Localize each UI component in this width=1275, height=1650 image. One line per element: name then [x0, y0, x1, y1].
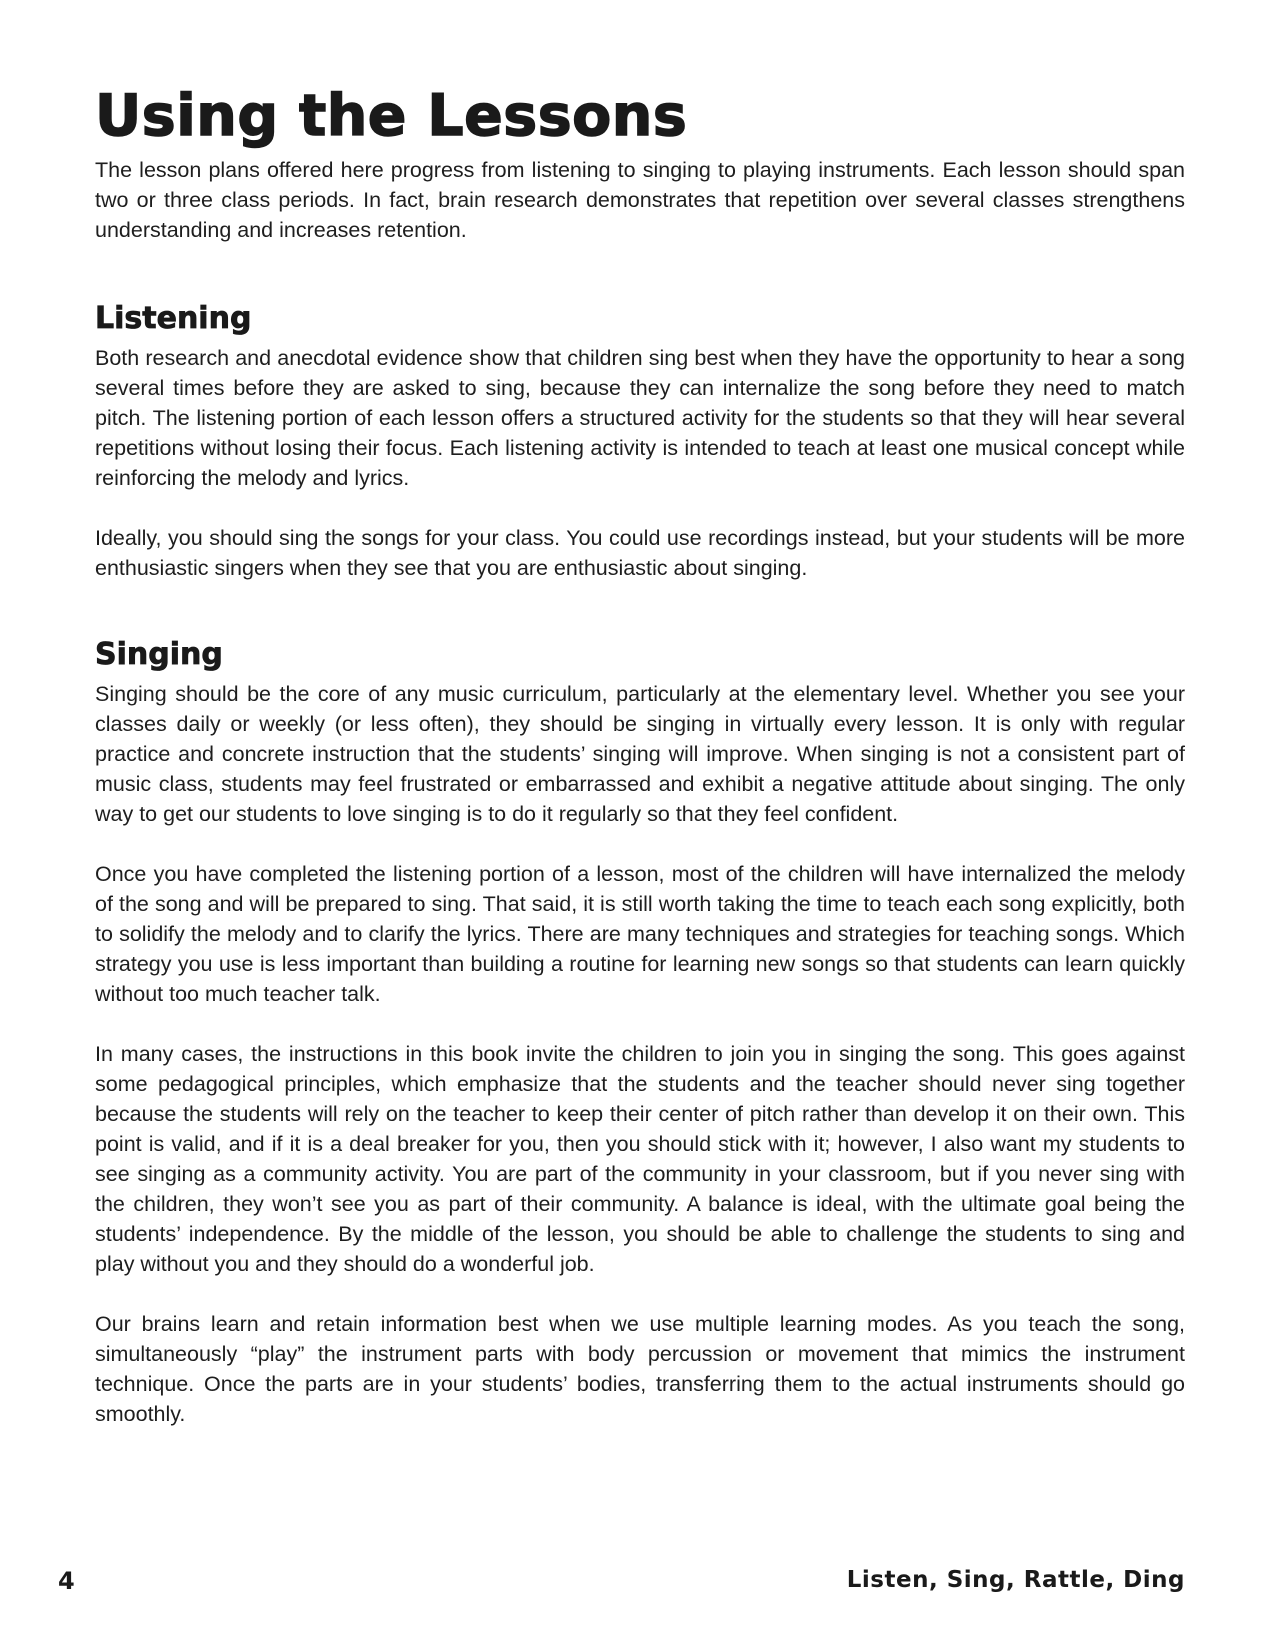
- singing-paragraph-4: Our brains learn and retain information best when we use multiple learning modes. As you teach the song, simultaneously “play” the instrument parts with body percussion or movement that mimics the instrument technique. Once the parts are in your students’ bodies, transferring them to the actual instruments should go smoothly.: [95, 1312, 1185, 1426]
- singing-paragraph-1: Singing should be the core of any music curriculum, particularly at the elementary level. Whether you see your classes daily or weekly (or less often), they should be singing in virtually every lesson. It is only with regular practice and concrete instruction that the students’ singing will improve. When singing is not a consistent part of music class, students may feel frustrated or embarrassed and exhibit a negative attitude about singing. The only way to get our students to love singing is to do it regularly so that they feel confident.: [95, 682, 1185, 826]
- page-title: Using the Lessons: [95, 83, 688, 149]
- page-content: [95, 83, 1185, 1484]
- book-title: Listen, Sing, Rattle, Ding: [846, 1567, 1185, 1593]
- section-heading-singing: Singing: [95, 637, 223, 672]
- singing-paragraph-2: Once you have completed the listening portion of a lesson, most of the children will have internalized the melody of the song and will be prepared to sing. That said, it is still worth taking the time to teach each song explicitly, both to solidify the melody and to clarify the lyrics. There are many techniques and strategies for teaching songs. Which strategy you use is less important than building a routine for learning new songs so that students can learn quickly without too much teacher talk.: [95, 862, 1185, 1006]
- section-singing: [95, 638, 1185, 1429]
- section-listening: [95, 302, 1185, 583]
- listening-paragraph-1: Both research and anecdotal evidence show that children sing best when they have the opportunity to hear a song several times before they are asked to sing, because they can internalize the song before they need to match pitch. The listening portion of each lesson offers a structured activity for the students so that they will hear several repetitions without losing their focus. Each listening activity is intended to teach at least one musical concept while reinforcing the melody and lyrics.: [95, 346, 1185, 490]
- listening-paragraph-2: Ideally, you should sing the songs for your class. You could use recordings instead, but your students will be more enthusiastic singers when they see that you are enthusiastic about singing.: [95, 526, 1185, 580]
- intro-paragraph: The lesson plans offered here progress from listening to singing to playing instruments. Each lesson should span two or three class periods. In fact, brain research demonstrates that repetition over several classes strengthens understanding and increases retention.: [95, 158, 1185, 242]
- section-heading-listening: Listening: [95, 301, 252, 336]
- page-number: 4: [58, 1567, 75, 1595]
- singing-paragraph-3: In many cases, the instructions in this book invite the children to join you in singing the song. This goes against some pedagogical principles, which emphasize that the students and the teacher should never sing together because the students will rely on the teacher to keep their center of pitch rather than develop it on their own. This point is valid, and if it is a deal breaker for you, then you should stick with it; however, I also want my students to see singing as a community activity. You are part of the community in your classroom, but if you never sing with the children, they won’t see you as part of their community. A balance is ideal, with the ultimate goal being the students’ independence. By the middle of the lesson, you should be able to challenge the students to sing and play without you and they should do a wonderful job.: [95, 1042, 1185, 1276]
